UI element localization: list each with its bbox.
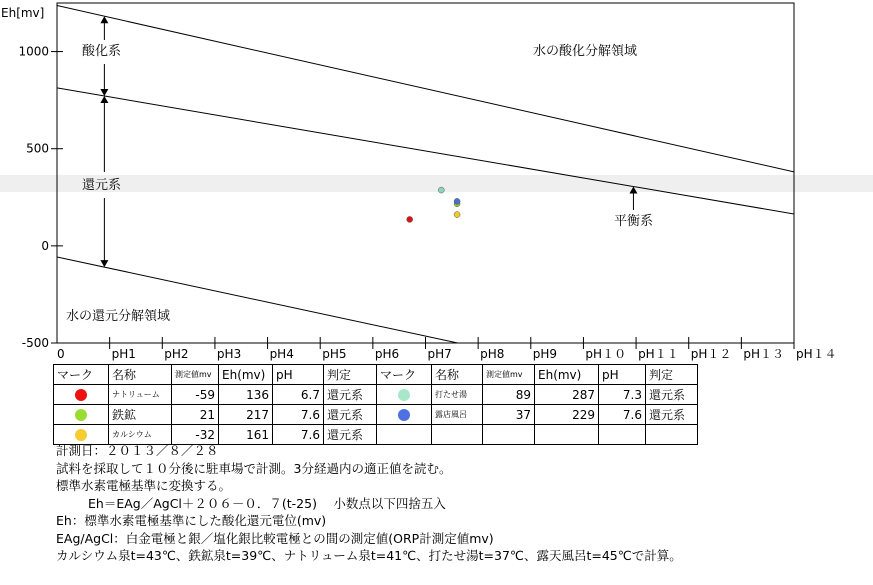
boundary-line-upper <box>57 6 794 172</box>
measured-cell: 21 <box>172 405 219 425</box>
header-judgement-2: 判定 <box>646 365 698 385</box>
measured-cell: -32 <box>172 425 219 445</box>
x-tick-label: pH１１ <box>638 347 679 361</box>
x-tick-label: pH１４ <box>796 347 837 361</box>
header-name: 名称 <box>109 365 172 385</box>
judgement-cell: 還元系 <box>646 385 698 405</box>
x-tick-label: pH2 <box>164 347 189 361</box>
header-name-2: 名称 <box>432 365 483 385</box>
reduction-label: 還元系 <box>82 178 122 193</box>
x-tick-label: pH１３ <box>743 347 785 361</box>
note-line: Eh：標準水素電極基準にした酸化還元電位(mv) <box>56 513 327 528</box>
measured-cell: 89 <box>483 385 535 405</box>
name-cell: 打たせ湯 <box>432 385 483 405</box>
header-ph-2: pH <box>599 365 646 385</box>
header-eh: Eh(mv) <box>219 365 273 385</box>
eh-cell: 136 <box>219 385 273 405</box>
header-measured-2: 測定値mv <box>483 365 535 385</box>
eh-cell: 217 <box>219 405 273 425</box>
name-cell: 露店風呂 <box>432 405 483 425</box>
x-tick-label: pH1 <box>111 347 136 361</box>
water-reduction-label: 水の還元分解領域 <box>66 309 171 324</box>
x-tick-label: pH6 <box>374 347 400 361</box>
calcium-marker <box>75 429 87 441</box>
note-line: 試料を採取して１０分後に駐車場で計測。3分経過内の適正値を読む。 <box>56 460 452 476</box>
data-points <box>407 187 460 222</box>
ph-cell: 7.6 <box>273 405 324 425</box>
header-eh-2: Eh(mv) <box>535 365 599 385</box>
roten-buro-marker <box>398 409 410 421</box>
arrow-head <box>100 96 108 103</box>
data-point-3 <box>438 187 444 193</box>
x-tick-label: pH5 <box>322 347 347 361</box>
note-line: カルシウム泉t=43℃、鉄鉱泉t=39℃、ナトリューム泉t=41℃、打たせ湯t=37℃、露天風呂t=45℃で計算。 <box>56 548 682 563</box>
boundary-line-lower <box>57 257 494 351</box>
x-tick-label: pH3 <box>216 347 242 361</box>
measurement-date: 計測日：２０１３／８／２８ <box>56 443 219 458</box>
highlight-band <box>0 175 873 192</box>
plot-border <box>57 3 794 343</box>
notes <box>56 442 682 565</box>
x-tick-label: pH8 <box>480 347 505 361</box>
y-axis-label: Eh[mv] <box>1 6 45 20</box>
x-tick-label: pH１２ <box>690 347 732 361</box>
name-cell: カルシウム <box>109 425 172 445</box>
table-header-row <box>54 365 698 385</box>
mark-cell <box>54 405 109 425</box>
judgement-cell: 還元系 <box>324 425 377 445</box>
header-judgement: 判定 <box>324 365 377 385</box>
arrow-head <box>100 89 108 96</box>
data-point-4 <box>454 198 460 204</box>
ph-cell: 7.6 <box>599 405 646 425</box>
y-tick-label: 500 <box>26 141 49 156</box>
judgement-cell: 還元系 <box>324 405 377 425</box>
mark-cell <box>377 405 432 425</box>
y-tick-label: -500 <box>21 336 49 350</box>
plot-frame <box>57 3 794 343</box>
header-measured: 測定値mv <box>172 365 219 385</box>
x-tick-label: pH7 <box>427 347 452 361</box>
iron-marker <box>75 409 87 421</box>
ph-cell: 6.7 <box>273 385 324 405</box>
ph-cell: 7.3 <box>599 385 646 405</box>
sodium-marker <box>75 389 87 401</box>
measured-cell: -59 <box>172 385 219 405</box>
x-tick-label: pH１０ <box>585 347 627 361</box>
measured-cell: 37 <box>483 405 535 425</box>
note-line: EAg/AgCl：白金電極と銀／塩化銀比較電極との間の測定値(ORP計測定値mv) <box>56 530 494 546</box>
table-row <box>54 405 698 425</box>
mark-cell <box>377 385 432 405</box>
header-ph: pH <box>273 365 324 385</box>
name-cell: ナトリューム <box>109 385 172 405</box>
note-line: 標準水素電極基準に変換する。 <box>56 478 232 493</box>
data-point-0 <box>407 216 413 222</box>
y-tick-label: 0 <box>41 238 49 253</box>
eh-cell: 229 <box>535 405 599 425</box>
data-point-2 <box>454 212 460 218</box>
utase-yu-marker <box>398 389 410 401</box>
oxidation-label: 酸化系 <box>82 44 122 59</box>
judgement-cell: 還元系 <box>324 385 377 405</box>
equilibrium-label: 平衡系 <box>614 214 654 229</box>
name-cell: 鉄鉱 <box>109 405 172 425</box>
header-mark: マーク <box>54 365 109 385</box>
eh-cell: 161 <box>219 425 273 445</box>
judgement-cell: 還元系 <box>646 405 698 425</box>
ph-cell: 7.6 <box>273 425 324 445</box>
table-row <box>54 385 698 405</box>
eh-cell: 287 <box>535 385 599 405</box>
water-oxidation-label: 水の酸化分解領域 <box>533 44 638 59</box>
formula-line: Eh＝EAg／AgCl＋２０６－０．７(t-25) 小数点以下四捨五入 <box>88 495 446 511</box>
mark-cell <box>54 385 109 405</box>
header-mark-2: マーク <box>377 365 432 385</box>
x-tick-label: pH9 <box>532 347 558 361</box>
x-tick-label: pH4 <box>269 347 294 361</box>
measurement-table <box>53 364 698 445</box>
boundary-line-middle <box>57 88 794 214</box>
x-tick-label: 0 <box>57 347 65 361</box>
y-tick-label: 1000 <box>18 44 49 59</box>
